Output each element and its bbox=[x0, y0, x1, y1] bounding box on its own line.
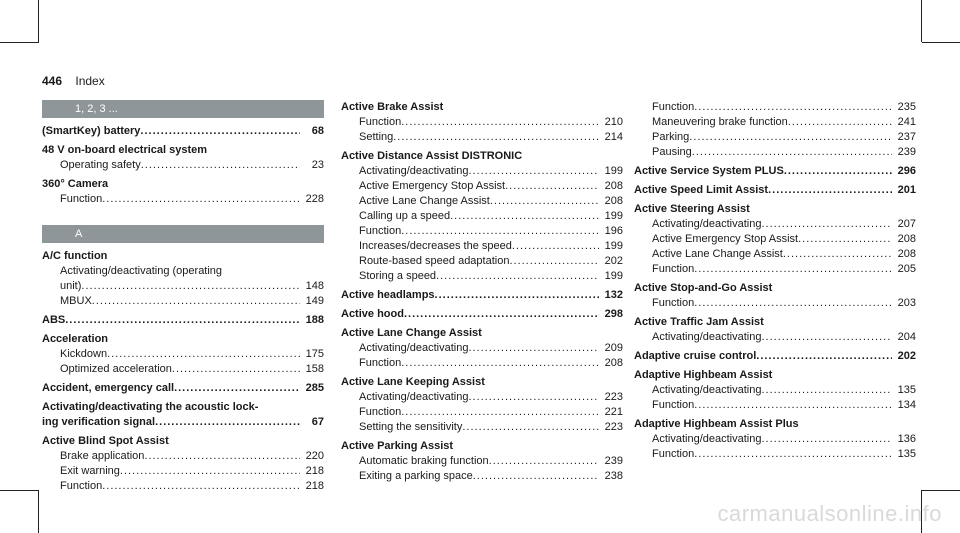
leader-dots bbox=[490, 194, 599, 209]
crop-mark bbox=[0, 490, 38, 491]
leader-dots bbox=[694, 262, 892, 277]
index-subentry[interactable] bbox=[341, 194, 623, 209]
leader-dots bbox=[107, 347, 300, 362]
page-reference: 209 bbox=[604, 342, 623, 354]
leader-dots bbox=[784, 164, 892, 179]
page-reference: 135 bbox=[897, 384, 916, 396]
crop-mark bbox=[921, 0, 922, 42]
page-reference: 135 bbox=[897, 448, 916, 460]
index-subentry[interactable] bbox=[634, 100, 916, 115]
entry-text: unit) bbox=[60, 280, 82, 292]
index-subentry[interactable] bbox=[634, 296, 916, 311]
page-reference: 298 bbox=[604, 308, 623, 320]
index-term[interactable] bbox=[634, 202, 916, 217]
entry-text: Activating/deactivating bbox=[652, 433, 762, 445]
entry-text: Active Distance Assist DISTRONIC bbox=[341, 150, 523, 162]
entry-text: Acceleration bbox=[42, 333, 109, 345]
index-subentry[interactable] bbox=[42, 264, 324, 279]
page-reference: 199 bbox=[604, 165, 623, 177]
leader-dots bbox=[761, 330, 892, 345]
index-term[interactable] bbox=[341, 100, 623, 115]
crop-mark bbox=[922, 42, 960, 43]
leader-dots bbox=[694, 398, 892, 413]
index-term[interactable] bbox=[634, 315, 916, 330]
page-reference: 241 bbox=[897, 116, 916, 128]
index-subentry[interactable] bbox=[42, 279, 324, 294]
leader-dots bbox=[509, 254, 599, 269]
leader-dots bbox=[155, 415, 300, 430]
page-reference: 204 bbox=[897, 331, 916, 343]
leader-dots bbox=[689, 130, 892, 145]
entry-text: Function bbox=[652, 448, 695, 460]
entry-text: Function bbox=[359, 357, 402, 369]
leader-dots bbox=[462, 420, 599, 435]
entry-text: Automatic braking function bbox=[359, 455, 489, 467]
index-subentry[interactable] bbox=[42, 192, 324, 207]
index-subentry[interactable] bbox=[341, 130, 623, 145]
index-term[interactable] bbox=[341, 375, 623, 390]
page-number: 446 bbox=[42, 74, 63, 88]
entry-text: Setting the sensitivity bbox=[359, 421, 463, 433]
index-term[interactable] bbox=[341, 288, 623, 303]
entry-text: Function bbox=[359, 116, 402, 128]
index-subentry[interactable] bbox=[634, 262, 916, 277]
index-term[interactable] bbox=[42, 332, 324, 347]
leader-dots bbox=[768, 183, 892, 198]
entry-text: 48 V on-board electrical system bbox=[42, 144, 208, 156]
entry-text: Active Stop-and-Go Assist bbox=[634, 282, 773, 294]
entry-text: Active headlamps bbox=[341, 289, 435, 301]
entry-text: Function bbox=[359, 225, 402, 237]
entry-text: Active Lane Change Assist bbox=[359, 195, 490, 207]
page-reference: 68 bbox=[311, 125, 324, 137]
crop-mark bbox=[38, 42, 39, 43]
index-term[interactable] bbox=[341, 326, 623, 341]
leader-dots bbox=[65, 313, 300, 328]
index-term[interactable] bbox=[634, 281, 916, 296]
index-subentry[interactable] bbox=[42, 464, 324, 479]
leader-dots bbox=[404, 307, 599, 322]
page-reference: 238 bbox=[604, 470, 623, 482]
page-reference: 223 bbox=[604, 421, 623, 433]
entry-text: Active Steering Assist bbox=[634, 203, 750, 215]
leader-dots bbox=[435, 288, 599, 303]
entry-text: Adaptive Highbeam Assist Plus bbox=[634, 418, 799, 430]
index-letter-heading: A bbox=[42, 225, 324, 243]
entry-text: Accident, emergency call bbox=[42, 382, 175, 394]
page-reference: 201 bbox=[897, 184, 916, 196]
index-subentry[interactable] bbox=[341, 269, 623, 284]
index-term[interactable] bbox=[42, 400, 324, 415]
index-term[interactable] bbox=[42, 381, 324, 396]
index-term[interactable] bbox=[42, 434, 324, 449]
index-term[interactable] bbox=[341, 149, 623, 164]
entry-text: Increases/decreases the speed bbox=[359, 240, 512, 252]
crop-mark bbox=[38, 490, 39, 533]
page-reference: 134 bbox=[897, 399, 916, 411]
leader-dots bbox=[141, 158, 300, 173]
index-term[interactable] bbox=[42, 143, 324, 158]
leader-dots bbox=[783, 247, 892, 262]
page-reference: 220 bbox=[305, 450, 324, 462]
page-reference: 218 bbox=[305, 465, 324, 477]
entry-text: Active Service System PLUS bbox=[634, 165, 784, 177]
index-subentry[interactable] bbox=[42, 158, 324, 173]
leader-dots bbox=[172, 362, 300, 377]
page-reference: 239 bbox=[604, 455, 623, 467]
index-term[interactable] bbox=[634, 417, 916, 432]
entry-text: ABS bbox=[42, 314, 66, 326]
index-subentry[interactable] bbox=[341, 254, 623, 269]
page-reference: 221 bbox=[604, 406, 623, 418]
leader-dots bbox=[401, 115, 599, 130]
entry-text: Active Speed Limit Assist bbox=[634, 184, 769, 196]
entry-text: Activating/deactivating bbox=[359, 165, 469, 177]
entry-text: Active Traffic Jam Assist bbox=[634, 316, 764, 328]
page-reference: 208 bbox=[897, 233, 916, 245]
leader-dots bbox=[468, 164, 599, 179]
page-reference: 199 bbox=[604, 270, 623, 282]
page-reference: 158 bbox=[305, 363, 324, 375]
index-term[interactable] bbox=[42, 124, 324, 139]
page-reference: 136 bbox=[897, 433, 916, 445]
page-reference: 205 bbox=[897, 263, 916, 275]
page-reference: 199 bbox=[604, 210, 623, 222]
entry-text: Maneuvering brake function bbox=[652, 116, 788, 128]
entry-text: 360° Camera bbox=[42, 178, 109, 190]
section-title: Index bbox=[75, 74, 105, 88]
page-reference: 235 bbox=[897, 101, 916, 113]
index-term[interactable] bbox=[634, 183, 916, 198]
index-subentry[interactable] bbox=[634, 398, 916, 413]
leader-dots bbox=[788, 115, 892, 130]
page-reference: 67 bbox=[311, 416, 324, 428]
entry-text: Function bbox=[652, 101, 695, 113]
leader-dots bbox=[401, 405, 599, 420]
index-subentry[interactable] bbox=[634, 432, 916, 447]
page-reference: 132 bbox=[604, 289, 623, 301]
entry-text: Optimized acceleration bbox=[60, 363, 172, 375]
entry-text: ing verification signal bbox=[42, 416, 156, 428]
page-reference: 188 bbox=[305, 314, 324, 326]
leader-dots bbox=[450, 209, 599, 224]
index-term[interactable] bbox=[42, 415, 324, 430]
index-term[interactable] bbox=[634, 349, 916, 364]
entry-text: Kickdown bbox=[60, 348, 108, 360]
entry-text: Function bbox=[359, 406, 402, 418]
index-term[interactable] bbox=[42, 313, 324, 328]
page-reference: 199 bbox=[604, 240, 623, 252]
leader-dots bbox=[436, 269, 599, 284]
page-reference: 208 bbox=[604, 357, 623, 369]
page-reference: 285 bbox=[305, 382, 324, 394]
index-subentry[interactable] bbox=[634, 115, 916, 130]
page-reference: 208 bbox=[604, 195, 623, 207]
page-reference: 208 bbox=[897, 248, 916, 260]
entry-text: Active hood bbox=[341, 308, 404, 320]
leader-dots bbox=[694, 296, 892, 311]
entry-text: Route-based speed adaptation bbox=[359, 255, 510, 267]
index-subentry[interactable] bbox=[341, 420, 623, 435]
watermark: carmanualsonline.info bbox=[717, 501, 942, 526]
leader-dots bbox=[468, 390, 599, 405]
leader-dots bbox=[81, 279, 300, 294]
leader-dots bbox=[393, 130, 599, 145]
page-reference: 237 bbox=[897, 131, 916, 143]
entry-text: Pausing bbox=[652, 146, 692, 158]
page-reference: 207 bbox=[897, 218, 916, 230]
entry-text: Active Emergency Stop Assist bbox=[359, 180, 506, 192]
entry-text: Adaptive Highbeam Assist bbox=[634, 369, 773, 381]
page-reference: 202 bbox=[604, 255, 623, 267]
entry-text: Activating/deactivating bbox=[652, 331, 762, 343]
index-column-1 bbox=[42, 100, 324, 494]
index-subentry[interactable] bbox=[341, 405, 623, 420]
leader-dots bbox=[694, 447, 892, 462]
leader-dots bbox=[761, 217, 892, 232]
index-subentry[interactable] bbox=[634, 383, 916, 398]
entry-text: Function bbox=[652, 263, 695, 275]
leader-dots bbox=[798, 232, 892, 247]
entry-text: Function bbox=[60, 193, 103, 205]
leader-dots bbox=[140, 124, 300, 139]
page-reference: 208 bbox=[604, 180, 623, 192]
leader-dots bbox=[505, 179, 599, 194]
index-letter-heading: 1, 2, 3 ... bbox=[42, 100, 324, 118]
entry-text: Activating/deactivating bbox=[359, 391, 469, 403]
index-term[interactable] bbox=[634, 164, 916, 179]
leader-dots bbox=[92, 294, 300, 309]
page-reference: 202 bbox=[897, 350, 916, 362]
index-term[interactable] bbox=[341, 307, 623, 322]
index-subentry[interactable] bbox=[341, 454, 623, 469]
page-reference: 239 bbox=[897, 146, 916, 158]
index-subentry[interactable] bbox=[341, 469, 623, 484]
leader-dots bbox=[473, 469, 599, 484]
page-reference: 228 bbox=[305, 193, 324, 205]
entry-text: Storing a speed bbox=[359, 270, 437, 282]
page-reference: 223 bbox=[604, 391, 623, 403]
index-term[interactable] bbox=[341, 439, 623, 454]
page-reference: 196 bbox=[604, 225, 623, 237]
entry-text: A/C function bbox=[42, 250, 108, 262]
leader-dots bbox=[489, 454, 599, 469]
page-reference: 148 bbox=[305, 280, 324, 292]
entry-text: Active Parking Assist bbox=[341, 440, 454, 452]
page-reference: 218 bbox=[305, 480, 324, 492]
index-subentry[interactable] bbox=[634, 145, 916, 160]
index-subentry[interactable] bbox=[341, 224, 623, 239]
index-subentry[interactable] bbox=[634, 130, 916, 145]
entry-text: (SmartKey) battery bbox=[42, 125, 141, 137]
leader-dots bbox=[692, 145, 892, 160]
leader-dots bbox=[401, 224, 599, 239]
entry-text: Active Lane Change Assist bbox=[652, 248, 783, 260]
page-reference: 203 bbox=[897, 297, 916, 309]
index-subentry[interactable] bbox=[341, 209, 623, 224]
index-subentry[interactable] bbox=[42, 449, 324, 464]
entry-text: Active Brake Assist bbox=[341, 101, 444, 113]
page-reference: 149 bbox=[305, 295, 324, 307]
index-term[interactable] bbox=[42, 249, 324, 264]
index-column-3 bbox=[634, 100, 916, 462]
entry-text: Activating/deactivating bbox=[652, 384, 762, 396]
index-subentry[interactable] bbox=[42, 294, 324, 309]
index-subentry[interactable] bbox=[341, 115, 623, 130]
entry-text: Activating/deactivating bbox=[359, 342, 469, 354]
entry-text: Active Lane Change Assist bbox=[341, 327, 482, 339]
entry-text: Exiting a parking space bbox=[359, 470, 473, 482]
index-subentry[interactable] bbox=[634, 217, 916, 232]
entry-text: Setting bbox=[359, 131, 394, 143]
leader-dots bbox=[144, 449, 300, 464]
index-subentry[interactable] bbox=[42, 347, 324, 362]
page-reference: 210 bbox=[604, 116, 623, 128]
entry-text: Active Blind Spot Assist bbox=[42, 435, 169, 447]
entry-text: Activating/deactivating (operating bbox=[60, 265, 223, 277]
index-subentry[interactable] bbox=[634, 232, 916, 247]
index-subentry[interactable] bbox=[634, 247, 916, 262]
index-subentry[interactable] bbox=[341, 164, 623, 179]
entry-text: Adaptive cruise control bbox=[634, 350, 757, 362]
entry-text: Active Emergency Stop Assist bbox=[652, 233, 799, 245]
index-subentry[interactable] bbox=[634, 447, 916, 462]
crop-mark bbox=[0, 42, 38, 43]
entry-text: Active Lane Keeping Assist bbox=[341, 376, 485, 388]
index-column-2 bbox=[341, 100, 623, 484]
index-subentry[interactable] bbox=[634, 330, 916, 345]
entry-text: Activating/deactivating the acoustic lock- bbox=[42, 401, 259, 413]
index-subentry[interactable] bbox=[341, 356, 623, 371]
page-reference: 214 bbox=[604, 131, 623, 143]
index-subentry[interactable] bbox=[42, 362, 324, 377]
index-term[interactable] bbox=[42, 177, 324, 192]
index-subentry[interactable] bbox=[341, 390, 623, 405]
entry-text: Exit warning bbox=[60, 465, 120, 477]
leader-dots bbox=[102, 479, 300, 494]
leader-dots bbox=[761, 432, 892, 447]
index-subentry[interactable] bbox=[341, 341, 623, 356]
index-subentry[interactable] bbox=[341, 179, 623, 194]
entry-text: Function bbox=[652, 297, 695, 309]
entry-text: Function bbox=[652, 399, 695, 411]
leader-dots bbox=[756, 349, 892, 364]
leader-dots bbox=[694, 100, 892, 115]
entry-text: Activating/deactivating bbox=[652, 218, 762, 230]
page-header bbox=[42, 74, 105, 88]
entry-text: Parking bbox=[652, 131, 690, 143]
page-reference: 23 bbox=[311, 159, 324, 171]
crop-mark bbox=[38, 0, 39, 42]
page-reference: 296 bbox=[897, 165, 916, 177]
leader-dots bbox=[102, 192, 300, 207]
leader-dots bbox=[512, 239, 599, 254]
leader-dots bbox=[468, 341, 599, 356]
leader-dots bbox=[120, 464, 300, 479]
page-reference: 175 bbox=[305, 348, 324, 360]
index-term[interactable] bbox=[634, 368, 916, 383]
leader-dots bbox=[174, 381, 300, 396]
crop-mark bbox=[922, 490, 960, 491]
leader-dots bbox=[761, 383, 892, 398]
entry-text: Calling up a speed bbox=[359, 210, 451, 222]
entry-text: Function bbox=[60, 480, 103, 492]
entry-text: MBUX bbox=[60, 295, 92, 307]
leader-dots bbox=[401, 356, 599, 371]
index-subentry[interactable] bbox=[42, 479, 324, 494]
entry-text: Brake application bbox=[60, 450, 145, 462]
entry-text: Operating safety bbox=[60, 159, 141, 171]
index-subentry[interactable] bbox=[341, 239, 623, 254]
